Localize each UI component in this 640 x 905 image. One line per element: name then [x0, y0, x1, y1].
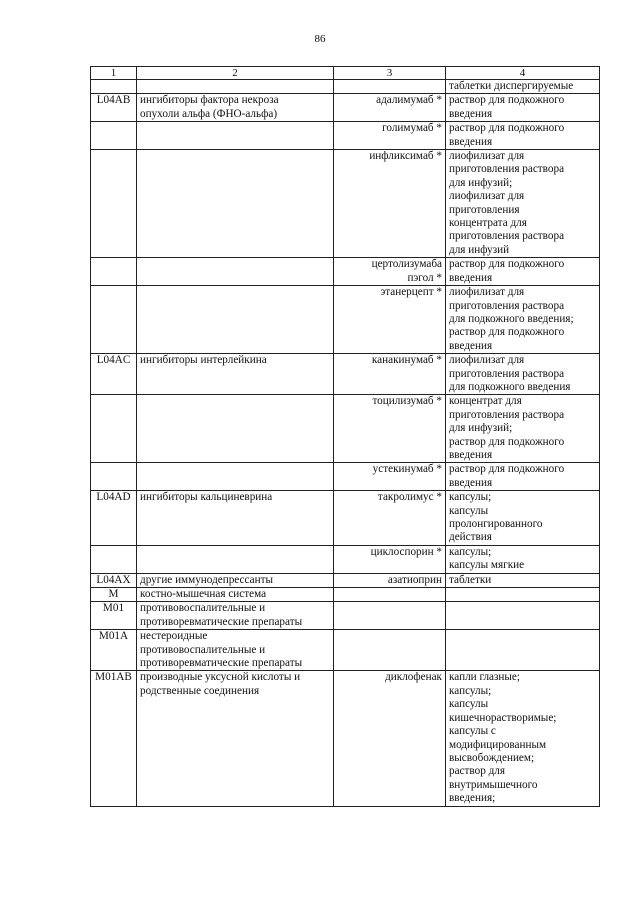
atc-code-cell: M01: [91, 602, 137, 630]
cell-text-line: раствор для подкожного: [449, 326, 565, 339]
dosage-form-cell: [446, 602, 600, 630]
atc-code-cell: L04AX: [91, 573, 137, 587]
drug-name-cell: [334, 286, 446, 354]
cell-text-line: приготовления раствора: [449, 163, 565, 176]
atc-code-cell: M: [91, 588, 137, 602]
dosage-form-cell: [446, 395, 600, 463]
group-name-cell: [137, 122, 334, 150]
cell-text-line: голимумаб *: [382, 122, 442, 135]
atc-code-cell: [91, 258, 137, 286]
table-row: [91, 395, 600, 463]
cell-text-line: пролонгированного: [449, 518, 543, 530]
page-number: 86: [314, 33, 326, 45]
cell-text-line: нестероидные: [140, 630, 208, 643]
cell-text-line: концентрат для: [449, 395, 522, 408]
group-name-cell: [137, 588, 334, 602]
drug-name-cell: [334, 573, 446, 587]
cell-text-line: противовоспалительные и: [140, 643, 266, 656]
cell-text-line: введения: [449, 476, 493, 489]
cell-text-line: родственные соединения: [140, 684, 260, 697]
drug-name-cell: [334, 354, 446, 395]
drug-name-cell: [334, 258, 446, 286]
group-name-cell: [137, 573, 334, 587]
dosage-form-cell: [446, 122, 600, 150]
table-body: [91, 80, 600, 807]
dosage-form-cell: [446, 80, 600, 94]
group-name-cell: [137, 463, 334, 491]
group-name-cell: [137, 602, 334, 630]
cell-text-line: лиофилизат для: [449, 150, 525, 163]
group-name-cell: [137, 354, 334, 395]
atc-code-cell: L04AB: [91, 94, 137, 122]
table-row: [91, 588, 600, 602]
drug-name-cell: [334, 588, 446, 602]
column-header-4: 4: [446, 67, 600, 80]
cell-text-line: производные уксусной кислоты и: [140, 671, 301, 684]
atc-code-cell: [91, 286, 137, 354]
cell-text-line: костно-мышечная система: [140, 588, 267, 601]
cell-text-line: раствор для подкожного: [449, 94, 565, 107]
group-name-cell: [137, 258, 334, 286]
drug-name-cell: [334, 671, 446, 806]
dosage-form-cell: [446, 545, 600, 573]
group-name-cell: [137, 286, 334, 354]
cell-text-line: приготовления раствора: [449, 299, 565, 312]
atc-code-cell: M01AB: [91, 671, 137, 806]
drug-name-cell: [334, 491, 446, 546]
cell-text-line: введения: [449, 107, 493, 120]
atc-code-cell: [91, 395, 137, 463]
cell-text-line: цертолизумаба: [371, 258, 442, 271]
cell-text-line: пэгол *: [407, 271, 442, 284]
cell-text-line: введения: [449, 135, 493, 148]
cell-text-line: для подкожного введения: [449, 380, 571, 393]
cell-text-line: противоревматические препараты: [140, 615, 303, 628]
group-name-cell: [137, 150, 334, 258]
drug-name-cell: [334, 602, 446, 630]
atc-code-cell: [91, 545, 137, 573]
drug-name-cell: [334, 94, 446, 122]
table-row: [91, 150, 600, 258]
drug-name-cell: [334, 463, 446, 491]
dosage-form-cell: [446, 258, 600, 286]
cell-text-line: ингибиторы фактора некроза: [140, 94, 279, 107]
cell-text-line: адалимумаб *: [376, 94, 442, 107]
cell-text-line: введения;: [449, 792, 496, 805]
table-row: [91, 354, 600, 395]
cell-text-line: другие иммунодепрессанты: [140, 573, 273, 586]
cell-text-line: раствор для подкожного: [449, 258, 565, 271]
cell-text-line: ингибиторы кальциневрина: [140, 491, 273, 504]
cell-text-line: инфликсимаб *: [369, 150, 442, 163]
cell-text-line: опухоли альфа (ФНО-альфа): [140, 107, 278, 120]
cell-text-line: для инфузий;: [449, 422, 513, 435]
dosage-form-cell: [446, 354, 600, 395]
cell-text-line: раствор для подкожного: [449, 435, 565, 448]
cell-text-line: лиофилизат для: [449, 354, 525, 367]
dosage-form-cell: [446, 573, 600, 587]
cell-text-line: лиофилизат для: [449, 190, 525, 203]
cell-text-line: приготовления раствора: [449, 367, 565, 380]
cell-text-line: циклоспорин *: [370, 545, 442, 558]
cell-text-line: введения: [449, 339, 493, 352]
atc-code-cell: [91, 80, 137, 94]
atc-code-cell: [91, 463, 137, 491]
dosage-form-cell: [446, 286, 600, 354]
cell-text-line: действия: [449, 531, 492, 544]
table-row: [91, 463, 600, 491]
table-row: [91, 491, 600, 546]
group-name-cell: [137, 545, 334, 573]
cell-text-line: капсулы: [449, 698, 489, 711]
cell-text-line: лиофилизат для: [449, 286, 525, 299]
atc-code-cell: L04AC: [91, 354, 137, 395]
cell-text-line: приготовления раствора: [449, 408, 565, 421]
group-name-cell: [137, 630, 334, 671]
cell-text-line: для подкожного введения;: [449, 312, 574, 325]
cell-text-line: раствор для: [449, 765, 506, 778]
cell-text-line: таблетки диспергируемые: [449, 80, 574, 92]
cell-text-line: капсулы мягкие: [449, 559, 525, 572]
drug-table: [90, 66, 600, 807]
drug-name-cell: [334, 122, 446, 150]
table-row: [91, 258, 600, 286]
dosage-form-cell: [446, 463, 600, 491]
cell-text-line: тоцилизумаб *: [372, 395, 442, 408]
cell-text-line: капли глазные;: [449, 671, 521, 684]
cell-text-line: высвобождением;: [449, 751, 535, 764]
cell-text-line: капсулы;: [449, 684, 492, 697]
cell-text-line: таблетки: [449, 573, 492, 586]
cell-text-line: введения: [449, 271, 493, 284]
cell-text-line: ингибиторы интерлейкина: [140, 354, 267, 367]
cell-text-line: внутримышечного: [449, 778, 538, 791]
dosage-form-cell: [446, 150, 600, 258]
cell-text-line: капсулы с: [449, 725, 496, 738]
cell-text-line: канакинумаб *: [371, 354, 442, 367]
group-name-cell: [137, 94, 334, 122]
cell-text-line: для инфузий: [449, 243, 510, 256]
dosage-form-cell: [446, 491, 600, 546]
dosage-form-cell: [446, 671, 600, 806]
column-header-3: 3: [334, 67, 446, 80]
drug-name-cell: [334, 150, 446, 258]
cell-text-line: такролимус *: [377, 491, 442, 504]
cell-text-line: приготовления: [449, 203, 520, 216]
column-header-2: 2: [137, 67, 334, 80]
drug-name-cell: [334, 80, 446, 94]
cell-text-line: устекинумаб *: [372, 463, 442, 476]
dosage-form-cell: [446, 588, 600, 602]
table-row: [91, 573, 600, 587]
cell-text-line: для инфузий;: [449, 176, 513, 189]
column-header-1: 1: [91, 67, 137, 80]
cell-text-line: кишечнорастворимые;: [449, 711, 557, 724]
drug-name-cell: [334, 395, 446, 463]
table-row: [91, 630, 600, 671]
atc-code-cell: M01A: [91, 630, 137, 671]
group-name-cell: [137, 491, 334, 546]
table-row: [91, 545, 600, 573]
group-name-cell: [137, 80, 334, 94]
table-row: [91, 602, 600, 630]
table-row: [91, 94, 600, 122]
cell-text-line: приготовления раствора: [449, 230, 565, 243]
cell-text-line: азатиоприн: [387, 573, 442, 586]
cell-text-line: капсулы: [449, 504, 489, 517]
cell-text-line: капсулы;: [449, 545, 492, 558]
cell-text-line: модифицированным: [449, 738, 547, 751]
cell-text-line: концентрата для: [449, 217, 527, 230]
atc-code-cell: [91, 122, 137, 150]
cell-text-line: противоревматические препараты: [140, 657, 303, 670]
table-row: [91, 122, 600, 150]
drug-name-cell: [334, 545, 446, 573]
dosage-form-cell: [446, 630, 600, 671]
cell-text-line: противовоспалительные и: [140, 602, 266, 615]
atc-code-cell: L04AD: [91, 491, 137, 546]
dosage-form-cell: [446, 94, 600, 122]
drug-name-cell: [334, 630, 446, 671]
table-row: [91, 80, 600, 94]
table-row: [91, 286, 600, 354]
atc-code-cell: [91, 150, 137, 258]
cell-text-line: раствор для подкожного: [449, 122, 565, 135]
cell-text-line: введения: [449, 448, 493, 461]
table-row: [91, 671, 600, 806]
cell-text-line: капсулы;: [449, 491, 492, 504]
group-name-cell: [137, 395, 334, 463]
cell-text-line: этанерцепт *: [380, 286, 442, 299]
cell-text-line: диклофенак: [385, 671, 442, 684]
cell-text-line: раствор для подкожного: [449, 463, 565, 476]
group-name-cell: [137, 671, 334, 806]
header-row: [91, 67, 600, 80]
